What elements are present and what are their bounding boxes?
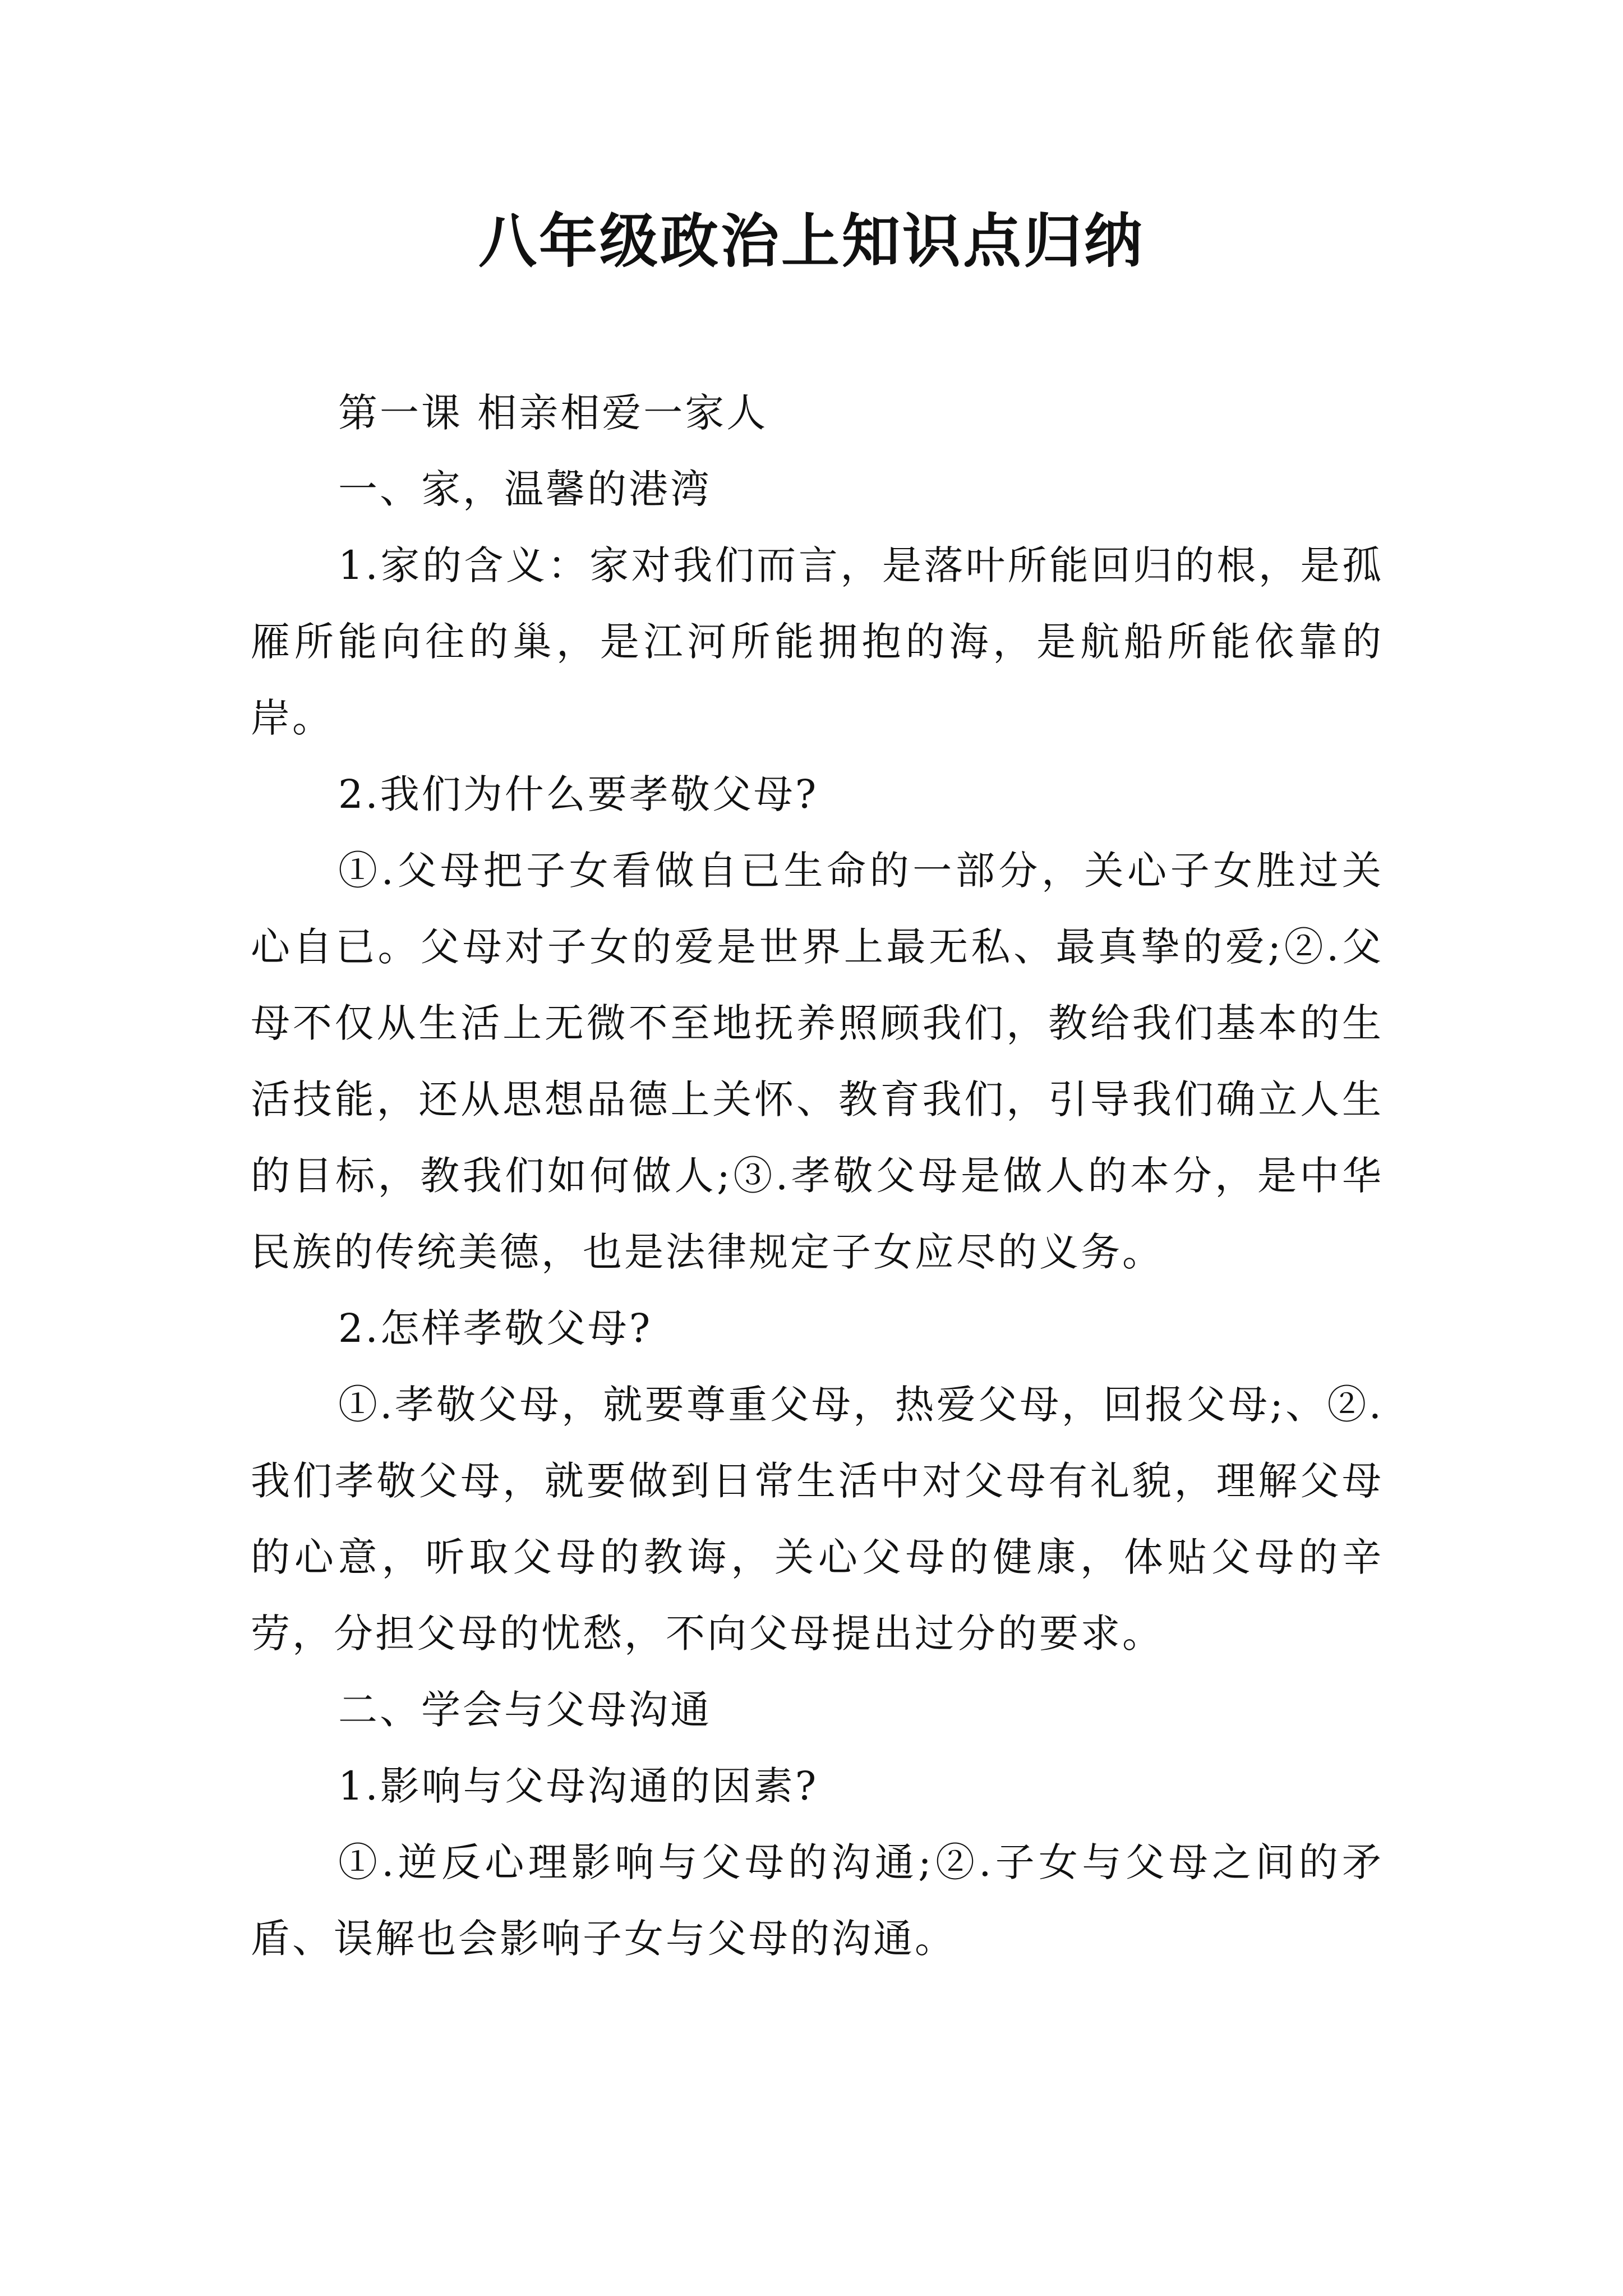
- lesson-heading: 第一课 相亲相爱一家人: [338, 390, 768, 436]
- question-heading: 2.我们为什么要孝敬父母?: [338, 771, 819, 817]
- document-body: [251, 375, 1384, 1977]
- question-heading: 2.怎样孝敬父母?: [338, 1305, 653, 1351]
- section-heading: 一、家，温馨的港湾: [338, 466, 712, 512]
- document-title: 八年级政治上知识点归纳: [478, 207, 1145, 275]
- section-heading: 二、学会与父母沟通: [338, 1687, 712, 1733]
- paragraph: ①.逆反心理影响与父母的沟通;②.子女与父母之间的矛盾、误解也会影响子女与父母的沟通。: [251, 1839, 1384, 1962]
- paragraph: ①.孝敬父母，就要尊重父母，热爱父母，回报父母;、②.我们孝敬父母，就要做到日常生活中对父母有礼貌，理解父母的心意，听取父母的教诲，关心父母的健康，体贴父母的辛劳，分担父母的忧愁，不向父母提出过分的要求。: [251, 1382, 1384, 1657]
- question-heading: 1.影响与父母沟通的因素?: [338, 1763, 819, 1809]
- paragraph: ①.父母把子女看做自已生命的一部分，关心子女胜过关心自已。父母对子女的爱是世界上最无私、最真挚的爱;②.父母不仅从生活上无微不至地抚养照顾我们，教给我们基本的生活技能，还从思想品德上关怀、教育我们，引导我们确立人生的目标，教我们如何做人;③.孝敬父母是做人的本分，是中华民族的传统美德，也是法律规定子女应尽的义务。: [251, 848, 1384, 1275]
- paragraph: 1.家的含义：家对我们而言，是落叶所能回归的根，是孤雁所能向往的巢，是江河所能拥抱的海，是航船所能依靠的岸。: [251, 542, 1384, 741]
